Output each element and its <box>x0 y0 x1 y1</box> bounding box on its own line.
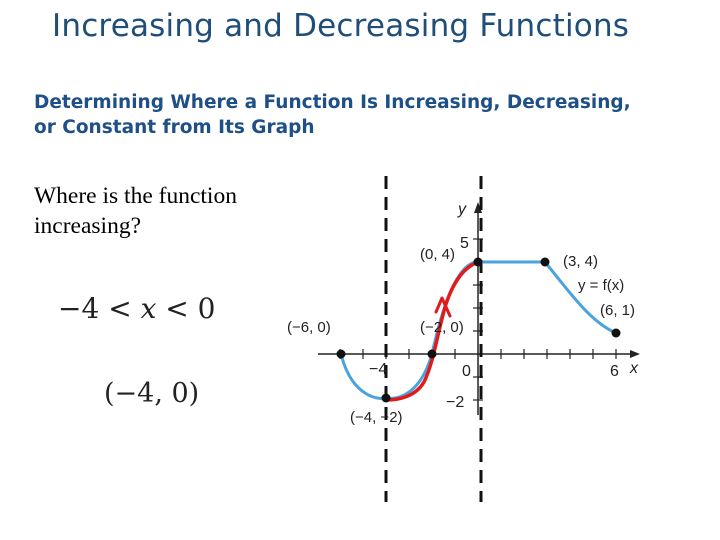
tick-label-x-neg-4: −4 <box>369 361 388 378</box>
graph-point-label: (−6, 0) <box>287 319 331 336</box>
tick-label-y-5: 5 <box>460 235 469 252</box>
answer-interval: (−4, 0) <box>104 378 200 409</box>
function-label: y = f(x) <box>578 277 625 294</box>
graph-point <box>382 394 391 403</box>
subtitle-line-2: or Constant from Its Graph <box>34 117 315 138</box>
y-axis-label: y <box>458 201 466 218</box>
question-line-2: increasing? <box>34 213 142 239</box>
graph-point <box>337 350 346 359</box>
graph-point <box>428 350 437 359</box>
inequality-right: 0 <box>197 292 216 325</box>
x-axis-arrow-icon <box>630 350 640 358</box>
graph-point-label: (0, 4) <box>420 246 456 263</box>
tick-label-x-6: 6 <box>610 363 619 380</box>
subtitle-line-1: Determining Where a Function Is Increasing, Decreasing, <box>34 92 631 113</box>
graph-point-label: (−2, 0) <box>420 319 464 336</box>
tick-label-y-neg-2: −2 <box>446 394 465 411</box>
graph-point-label: (6, 1) <box>600 302 636 319</box>
graph-point-label: (3, 4) <box>563 253 599 270</box>
inequality-variable: x <box>140 292 157 325</box>
x-axis-label: x <box>630 360 638 377</box>
inequality-left: −4 <box>58 292 100 325</box>
graph-point-label: (−4, −2) <box>350 409 403 426</box>
inequality-op-2: < <box>165 292 189 325</box>
tick-label-x-0: 0 <box>462 363 471 380</box>
inequality-op-1: < <box>108 292 132 325</box>
graph-point <box>474 258 483 267</box>
graph-point <box>612 329 621 338</box>
slide-title: Increasing and Decreasing Functions <box>52 8 630 44</box>
question-line-1: Where is the function <box>34 183 237 209</box>
graph-point <box>541 258 550 267</box>
